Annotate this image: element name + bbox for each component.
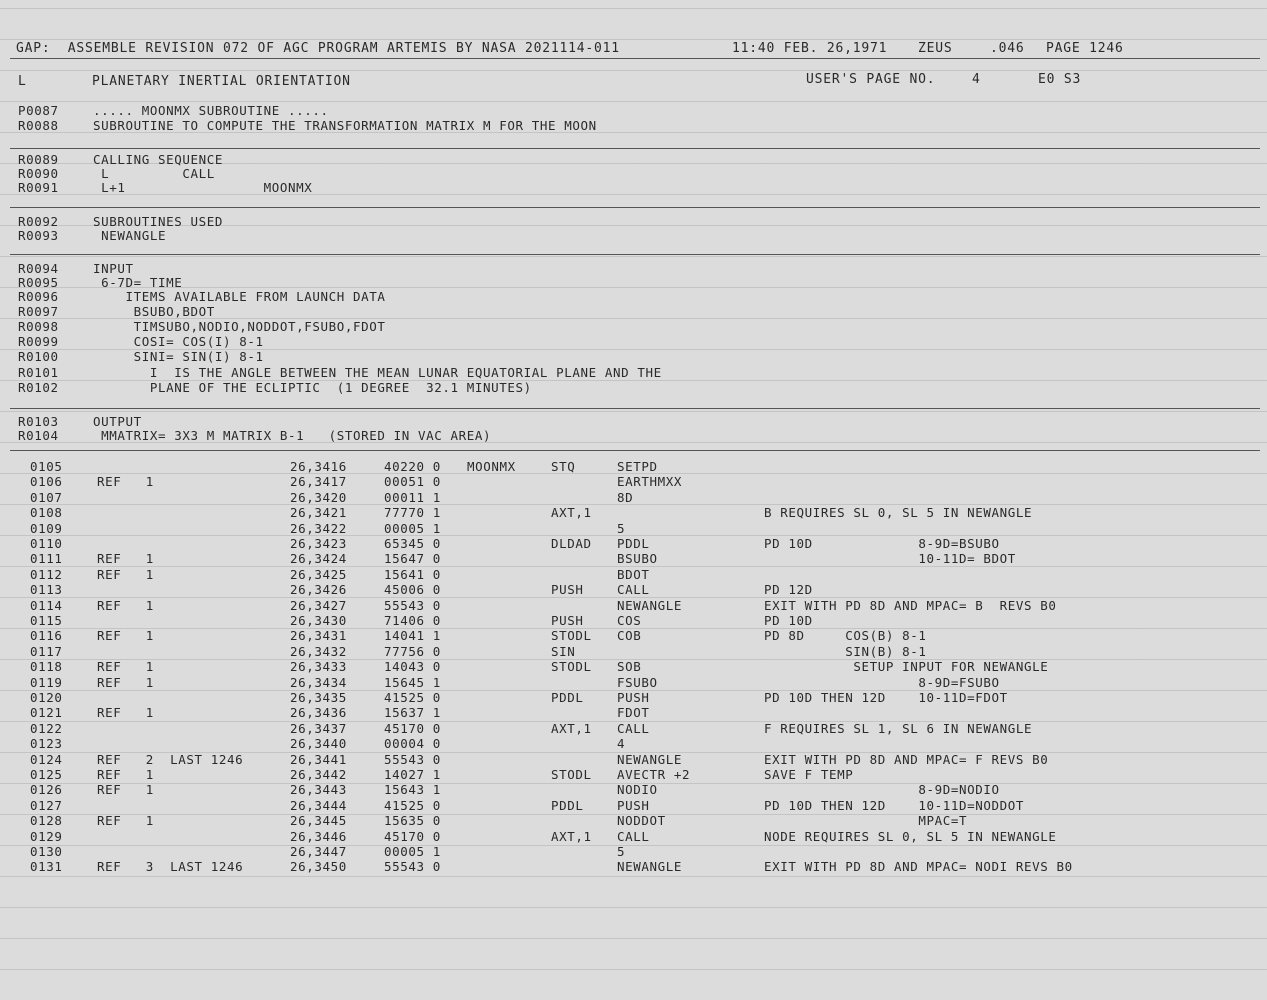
code-line-number: 0113 <box>30 582 63 598</box>
code-word: 15635 0 <box>384 813 441 829</box>
code-opcode: STODL <box>551 628 592 644</box>
code-word: 15647 0 <box>384 551 441 567</box>
code-ref: REF 2 LAST 1246 <box>97 751 244 767</box>
code-address: 26,3440 <box>290 736 347 752</box>
code-word: 14027 1 <box>384 767 441 782</box>
comment-text: INPUT <box>93 261 134 276</box>
code-comment: PD 10D THEN 12D 10-11D=NODDOT <box>764 797 1025 813</box>
comment-text: CALLING SEQUENCE <box>93 152 224 167</box>
code-address: 26,3416 <box>290 459 347 474</box>
code-ref: REF 1 <box>97 628 154 644</box>
code-ref: REF 1 <box>97 566 154 582</box>
code-ref: REF 1 <box>97 767 154 782</box>
comment-text: ..... MOONMX SUBROUTINE ..... <box>93 103 329 118</box>
code-line-number: 0131 <box>30 859 63 875</box>
code-opcode: AXT,1 <box>551 720 592 736</box>
code-operand: SOB <box>617 659 642 675</box>
code-address: 26,3426 <box>290 582 347 598</box>
code-line-number: 0110 <box>30 536 63 551</box>
code-opcode: PDDL <box>551 690 584 705</box>
code-address: 26,3420 <box>290 489 347 505</box>
section-rule <box>10 148 1260 149</box>
comment-text: ITEMS AVAILABLE FROM LAUNCH DATA <box>93 289 386 304</box>
code-address: 26,3434 <box>290 674 347 690</box>
code-line-number: 0114 <box>30 597 63 613</box>
code-line-number: 0123 <box>30 736 63 752</box>
code-label: MOONMX <box>467 459 516 474</box>
code-line-number: 0130 <box>30 844 63 859</box>
code-address: 26,3430 <box>290 613 347 628</box>
code-word: 15645 1 <box>384 674 441 690</box>
code-address: 26,3441 <box>290 751 347 767</box>
comment-text: NEWANGLE <box>93 228 167 243</box>
code-word: 71406 0 <box>384 613 441 628</box>
code-line-number: 0107 <box>30 489 63 505</box>
code-address: 26,3423 <box>290 536 347 551</box>
code-line-number: 0115 <box>30 613 63 628</box>
code-operand: 5 <box>617 844 626 859</box>
code-line-number: 0129 <box>30 828 63 844</box>
comment-line-number: R0103 <box>18 414 59 429</box>
code-word: 00011 1 <box>384 489 441 505</box>
comment-text: COSI= COS(I) 8-1 <box>93 334 264 349</box>
code-operand: 4 <box>617 736 626 752</box>
code-word: 55543 0 <box>384 859 441 875</box>
comment-text: TIMSUBO,NODIO,NODDOT,FSUBO,FDOT <box>93 319 386 334</box>
comment-line-number: R0097 <box>18 304 59 319</box>
code-opcode: PUSH <box>551 582 584 598</box>
code-line-number: 0109 <box>30 520 63 536</box>
code-line-number: 0106 <box>30 474 63 490</box>
comment-text: L+1 MOONMX <box>93 180 313 195</box>
code-comment: SIN(B) 8-1 <box>764 643 927 659</box>
comment-line-number: R0104 <box>18 428 59 443</box>
code-operand: FDOT <box>617 705 650 721</box>
code-ref: REF 1 <box>97 474 154 490</box>
code-operand: CALL <box>617 720 650 736</box>
code-line-number: 0127 <box>30 797 63 813</box>
comment-line-number: R0089 <box>18 152 59 167</box>
code-opcode: AXT,1 <box>551 828 592 844</box>
code-word: 55543 0 <box>384 751 441 767</box>
section-rule <box>10 408 1260 409</box>
code-operand: CALL <box>617 582 650 598</box>
code-ref: REF 1 <box>97 705 154 721</box>
code-comment: 8-9D=FSUBO <box>764 674 1000 690</box>
comment-line-number: R0092 <box>18 214 59 229</box>
code-operand: EARTHMXX <box>617 474 683 490</box>
code-address: 26,3422 <box>290 520 347 536</box>
code-comment: 10-11D= BDOT <box>764 551 1016 567</box>
comment-line-number: R0088 <box>18 118 59 133</box>
code-line-number: 0108 <box>30 505 63 521</box>
code-word: 15641 0 <box>384 566 441 582</box>
code-word: 40220 0 <box>384 459 441 474</box>
code-word: 41525 0 <box>384 690 441 705</box>
code-address: 26,3425 <box>290 566 347 582</box>
code-comment: PD 10D 8-9D=BSUBO <box>764 536 1000 551</box>
code-operand: NODIO <box>617 782 658 798</box>
code-line-number: 0124 <box>30 751 63 767</box>
section-rule <box>10 450 1260 451</box>
code-line-number: 0105 <box>30 459 63 474</box>
header-time: 11:40 FEB. 26,1971 <box>732 41 888 56</box>
comment-text: L CALL <box>93 166 215 181</box>
code-opcode: SIN <box>551 643 576 659</box>
code-address: 26,3435 <box>290 690 347 705</box>
code-operand: 8D <box>617 489 634 505</box>
comment-text: OUTPUT <box>93 414 142 429</box>
code-comment: PD 12D <box>764 582 813 598</box>
code-comment: B REQUIRES SL 0, SL 5 IN NEWANGLE <box>764 505 1033 521</box>
code-address: 26,3443 <box>290 782 347 798</box>
code-word: 14043 0 <box>384 659 441 675</box>
code-comment: EXIT WITH PD 8D AND MPAC= F REVS B0 <box>764 751 1049 767</box>
code-line-number: 0125 <box>30 767 63 782</box>
subheader-code: E0 S3 <box>1038 72 1082 87</box>
code-word: 45170 0 <box>384 828 441 844</box>
code-comment: EXIT WITH PD 8D AND MPAC= B REVS B0 <box>764 597 1057 613</box>
comment-text: I IS THE ANGLE BETWEEN THE MEAN LUNAR EQUATORIAL PLANE AND THE <box>93 365 662 380</box>
comment-line-number: R0093 <box>18 228 59 243</box>
comment-text: PLANE OF THE ECLIPTIC (1 DEGREE 32.1 MINUTES) <box>93 380 532 395</box>
code-line-number: 0112 <box>30 566 63 582</box>
header-title: GAP: ASSEMBLE REVISION 072 OF AGC PROGRAM ARTEMIS BY NASA 2021114-011 <box>16 41 620 56</box>
code-comment: MPAC=T <box>764 813 968 829</box>
code-operand: 5 <box>617 520 626 536</box>
code-opcode: STODL <box>551 659 592 675</box>
section-rule <box>10 254 1260 255</box>
code-line-number: 0111 <box>30 551 63 567</box>
users-page-number: 4 <box>972 72 981 87</box>
code-operand: AVECTR +2 <box>617 767 691 782</box>
comment-line-number: R0095 <box>18 275 59 290</box>
code-word: 77756 0 <box>384 643 441 659</box>
code-comment: SETUP INPUT FOR NEWANGLE <box>764 659 1049 675</box>
code-ref: REF 1 <box>97 597 154 613</box>
subheader-l: L <box>18 74 27 89</box>
code-address: 26,3444 <box>290 797 347 813</box>
code-ref: REF 1 <box>97 674 154 690</box>
code-address: 26,3427 <box>290 597 347 613</box>
code-line-number: 0120 <box>30 690 63 705</box>
code-address: 26,3417 <box>290 474 347 490</box>
code-line-number: 0126 <box>30 782 63 798</box>
code-word: 15643 1 <box>384 782 441 798</box>
code-line-number: 0117 <box>30 643 63 659</box>
code-comment: PD 10D THEN 12D 10-11D=FDOT <box>764 690 1008 705</box>
subheader-title: PLANETARY INERTIAL ORIENTATION <box>92 74 351 89</box>
code-ref: REF 1 <box>97 782 154 798</box>
comment-text: MMATRIX= 3X3 M MATRIX B-1 (STORED IN VAC AREA) <box>93 428 492 443</box>
header-page: PAGE 1246 <box>1046 41 1124 56</box>
code-word: 14041 1 <box>384 628 441 644</box>
comment-line-number: R0096 <box>18 289 59 304</box>
code-address: 26,3442 <box>290 767 347 782</box>
code-word: 15637 1 <box>384 705 441 721</box>
code-comment: 8-9D=NODIO <box>764 782 1000 798</box>
code-address: 26,3421 <box>290 505 347 521</box>
code-address: 26,3446 <box>290 828 347 844</box>
code-address: 26,3433 <box>290 659 347 675</box>
code-comment: SAVE F TEMP <box>764 767 854 782</box>
code-word: 55543 0 <box>384 597 441 613</box>
code-word: 45170 0 <box>384 720 441 736</box>
code-ref: REF 1 <box>97 551 154 567</box>
code-line-number: 0128 <box>30 813 63 829</box>
code-line-number: 0116 <box>30 628 63 644</box>
code-word: 77770 1 <box>384 505 441 521</box>
code-address: 26,3431 <box>290 628 347 644</box>
code-operand: NODDOT <box>617 813 666 829</box>
code-operand: PUSH <box>617 690 650 705</box>
code-comment: PD 10D <box>764 613 813 628</box>
comment-line-number: R0091 <box>18 180 59 195</box>
code-opcode: AXT,1 <box>551 505 592 521</box>
code-operand: PDDL <box>617 536 650 551</box>
code-operand: COB <box>617 628 642 644</box>
code-address: 26,3450 <box>290 859 347 875</box>
header-user: ZEUS <box>918 41 953 56</box>
code-address: 26,3424 <box>290 551 347 567</box>
code-operand: CALL <box>617 828 650 844</box>
comment-line-number: P0087 <box>18 103 59 118</box>
comment-line-number: R0101 <box>18 365 59 380</box>
comment-line-number: R0098 <box>18 319 59 334</box>
comment-line-number: R0094 <box>18 261 59 276</box>
code-line-number: 0118 <box>30 659 63 675</box>
code-address: 26,3445 <box>290 813 347 829</box>
code-operand: NEWANGLE <box>617 597 683 613</box>
code-comment: EXIT WITH PD 8D AND MPAC= NODI REVS B0 <box>764 859 1073 875</box>
code-word: 65345 0 <box>384 536 441 551</box>
code-address: 26,3432 <box>290 643 347 659</box>
code-operand: PUSH <box>617 797 650 813</box>
code-ref: REF 3 LAST 1246 <box>97 859 244 875</box>
code-operand: NEWANGLE <box>617 859 683 875</box>
comment-text: SUBROUTINE TO COMPUTE THE TRANSFORMATION MATRIX M FOR THE MOON <box>93 118 597 133</box>
code-operand: BSUBO <box>617 551 658 567</box>
code-address: 26,3447 <box>290 844 347 859</box>
comment-text: 6-7D= TIME <box>93 275 183 290</box>
code-operand: SETPD <box>617 459 658 474</box>
code-opcode: DLDAD <box>551 536 592 551</box>
code-ref: REF 1 <box>97 813 154 829</box>
code-comment: F REQUIRES SL 1, SL 6 IN NEWANGLE <box>764 720 1033 736</box>
code-opcode: PUSH <box>551 613 584 628</box>
comment-line-number: R0099 <box>18 334 59 349</box>
code-address: 26,3436 <box>290 705 347 721</box>
comment-text: BSUBO,BDOT <box>93 304 215 319</box>
code-address: 26,3437 <box>290 720 347 736</box>
users-page-label: USER'S PAGE NO. <box>806 72 936 87</box>
comment-line-number: R0090 <box>18 166 59 181</box>
code-line-number: 0119 <box>30 674 63 690</box>
code-word: 45006 0 <box>384 582 441 598</box>
comment-line-number: R0100 <box>18 349 59 364</box>
code-opcode: PDDL <box>551 797 584 813</box>
code-opcode: STQ <box>551 459 576 474</box>
code-operand: BDOT <box>617 566 650 582</box>
code-word: 41525 0 <box>384 797 441 813</box>
code-word: 00005 1 <box>384 844 441 859</box>
code-word: 00004 0 <box>384 736 441 752</box>
header-rule <box>10 58 1260 59</box>
header-rev: .046 <box>990 41 1025 56</box>
code-ref: REF 1 <box>97 659 154 675</box>
section-rule <box>10 207 1260 208</box>
code-line-number: 0122 <box>30 720 63 736</box>
comment-text: SUBROUTINES USED <box>93 214 224 229</box>
code-comment: NODE REQUIRES SL 0, SL 5 IN NEWANGLE <box>764 828 1057 844</box>
code-line-number: 0121 <box>30 705 63 721</box>
code-operand: COS <box>617 613 642 628</box>
code-operand: FSUBO <box>617 674 658 690</box>
code-opcode: STODL <box>551 767 592 782</box>
code-word: 00051 0 <box>384 474 441 490</box>
comment-line-number: R0102 <box>18 380 59 395</box>
comment-text: SINI= SIN(I) 8-1 <box>93 349 264 364</box>
code-comment: PD 8D COS(B) 8-1 <box>764 628 927 644</box>
code-operand: NEWANGLE <box>617 751 683 767</box>
code-word: 00005 1 <box>384 520 441 536</box>
